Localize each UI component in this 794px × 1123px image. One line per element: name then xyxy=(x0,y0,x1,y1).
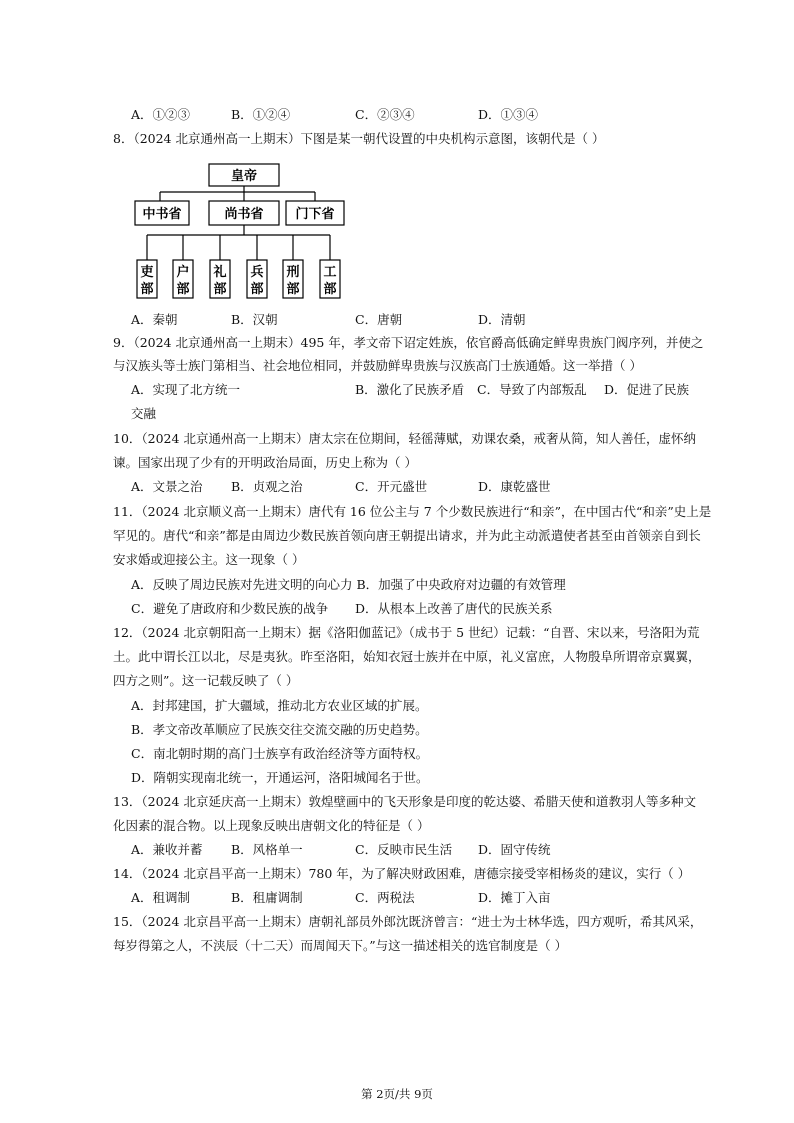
q10-option-c: C．开元盛世 xyxy=(355,479,428,494)
q10-stem-line2: 谏。国家出现了少有的开明政治局面，历史上称为（ ） xyxy=(113,455,417,470)
q9-stem-line1: 9．（2024 北京通州高一上期末）495 年，孝文帝下诏定姓族，依官爵高低确定鲜卑贵族门阀序列，并使之 xyxy=(113,335,704,350)
q8-option-c: C．唐朝 xyxy=(355,312,403,327)
page-footer: 第 2页/共 9页 xyxy=(361,1087,433,1101)
q11-option-d: D．从根本上改善了唐代的民族关系 xyxy=(355,601,553,616)
q9-stem-line2: 与汉族头等士族门第相当、社会地位相同，并鼓励鲜卑贵族与汉族高门士族通婚。这一举措（ ） xyxy=(113,358,642,373)
q11-option-a-b: A．反映了周边民族对先进文明的向心力 B．加强了中央政府对边疆的有效管理 xyxy=(131,577,566,592)
q8-option-b: B．汉朝 xyxy=(231,312,278,327)
diagram-menxia: 门下省 xyxy=(295,207,335,222)
diagram-ministry-4: 刑部 xyxy=(286,265,300,297)
q10-stem-line1: 10．（2024 北京通州高一上期末）唐太宗在位期间，轻徭薄赋，劝课农桑，戒奢从简，知人善任，虚怀纳 xyxy=(113,431,696,446)
central-institution-diagram xyxy=(130,160,370,302)
q13-option-c: C．反映市民生活 xyxy=(355,842,453,857)
q8-stem: 8．（2024 北京通州高一上期末）下图是某一朝代设置的中央机构示意图，该朝代是（ ） xyxy=(113,131,605,146)
q14-option-c: C．两税法 xyxy=(355,890,415,905)
q11-stem-line1: 11．（2024 北京顺义高一上期末）唐代有 16 位公主与 7 个少数民族进行“和亲”，在中国古代“和亲”史上是 xyxy=(113,504,712,519)
q9-option-a: A．实现了北方统一 xyxy=(131,382,241,397)
q12-option-c: C．南北朝时期的高门士族享有政治经济等方面特权。 xyxy=(131,746,429,761)
q10-option-a: A．文景之治 xyxy=(131,479,203,494)
q11-option-c: C．避免了唐政府和少数民族的战争 xyxy=(131,601,329,616)
diagram-zhongshu: 中书省 xyxy=(142,207,182,222)
q13-option-b: B．风格单一 xyxy=(231,842,303,857)
diagram-ministry-0: 吏部 xyxy=(140,265,154,297)
q13-stem-line2: 化因素的混合物。以上现象反映出唐朝文化的特征是（ ） xyxy=(113,818,430,833)
q14-option-a: A．租调制 xyxy=(131,890,191,905)
diagram-shangshu: 尚书省 xyxy=(224,207,264,222)
q11-stem-line2: 罕见的。唐代“和亲”都是由周边少数民族首领向唐王朝提出请求，并为此主动派遣使者甚至由首领亲自到长 xyxy=(113,528,701,543)
q12-stem-line2: 土。此中谓长江以北，尽是夷狄。昨至洛阳，始知衣冠士族并在中原，礼义富庶，人物殷阜所谓帝京翼翼， xyxy=(113,649,701,664)
q14-stem: 14．（2024 北京昌平高一上期末）780 年，为了解决财政困难，唐德宗接受宰相杨炎的建议，实行（ ） xyxy=(113,866,691,881)
q12-option-b: B．孝文帝改革顺应了民族交往交流交融的历史趋势。 xyxy=(131,722,428,737)
q8-option-d: D．清朝 xyxy=(478,312,526,327)
q10-option-b: B．贞观之治 xyxy=(231,479,303,494)
q15-stem-line1: 15．（2024 北京昌平高一上期末）唐朝礼部员外郎沈既济曾言：“进士为士林华选，四方观听，希其风采， xyxy=(113,914,703,929)
diagram-ministry-2: 礼部 xyxy=(213,265,227,297)
q15-stem-line2: 每岁得第之人，不浃辰（十二天）而周闻天下。”与这一描述相关的选官制度是（ ） xyxy=(113,938,568,953)
q14-option-d: D．摊丁入亩 xyxy=(478,890,551,905)
q12-stem-line1: 12．（2024 北京朝阳高一上期末）据《洛阳伽蓝记》（成书于 5 世纪）记载：“自晋、宋以来，号洛阳为荒 xyxy=(113,625,700,640)
q13-option-a: A．兼收并蓄 xyxy=(131,842,203,857)
diagram-ministry-5: 工部 xyxy=(323,265,337,297)
q9-option-d: D．促进了民族 xyxy=(604,382,690,397)
q12-option-d: D．隋朝实现南北统一，开通运河，洛阳城闻名于世。 xyxy=(131,770,429,785)
q9-option-c: C．导致了内部叛乱 xyxy=(477,382,587,397)
diagram-ministry-3: 兵部 xyxy=(250,265,264,297)
q13-option-d: D．固守传统 xyxy=(478,842,551,857)
q10-option-d: D．康乾盛世 xyxy=(478,479,551,494)
q9-option-d-continued: 交融 xyxy=(131,406,157,421)
q11-stem-line3: 安求婚或迎接公主。这一现象（ ） xyxy=(113,552,305,567)
q12-option-a: A．封邦建国，扩大疆域，推动北方农业区域的扩展。 xyxy=(131,698,428,713)
diagram-emperor: 皇帝 xyxy=(230,169,258,184)
q13-stem-line1: 13．（2024 北京延庆高一上期末）敦煌壁画中的飞天形象是印度的乾达婆、希腊天使和道教羽人等多种文 xyxy=(113,794,696,809)
q7-option-a: A．①②③ xyxy=(131,107,191,122)
q7-option-c: C．②③④ xyxy=(355,107,415,122)
diagram-ministry-1: 户部 xyxy=(176,265,190,297)
q9-option-b: B．激化了民族矛盾 xyxy=(355,382,465,397)
q8-option-a: A．秦朝 xyxy=(131,312,178,327)
q14-option-b: B．租庸调制 xyxy=(231,890,303,905)
q7-option-d: D．①③④ xyxy=(478,107,539,122)
q7-option-b: B．①②④ xyxy=(231,107,291,122)
q12-stem-line3: 四方之则”。这一记载反映了（ ） xyxy=(113,673,299,688)
